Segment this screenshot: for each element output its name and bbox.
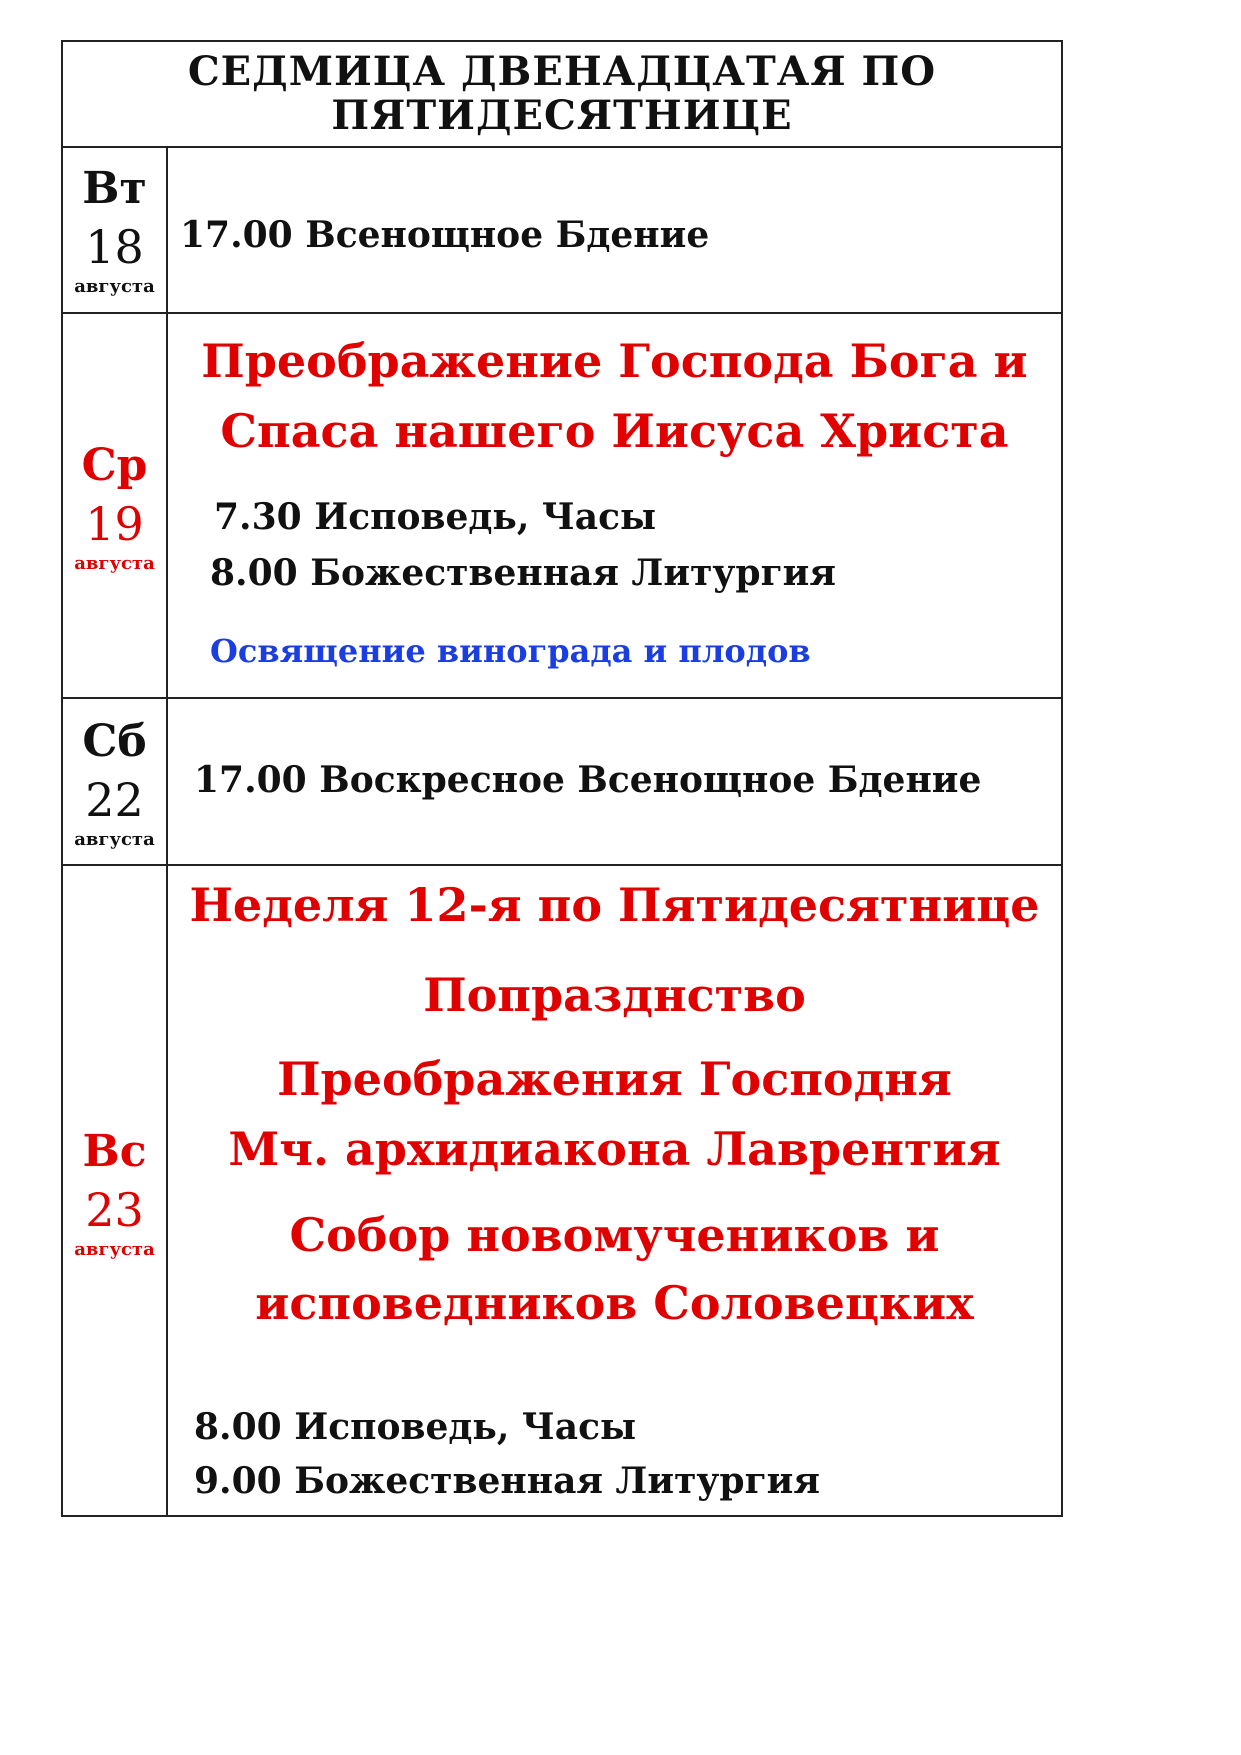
weekday: Вс [82,1125,147,1177]
services-cell [168,866,1061,1517]
feast-title-line: Собор новомучеников и [289,1208,940,1262]
service-line: 7.30 Исповедь, Часы [214,496,657,538]
services-cell [168,314,1061,697]
weekday: Вт [82,163,147,214]
service-line: 9.00 Божественная Литургия [194,1460,820,1502]
month: августа [74,552,155,574]
day-row-sunday [63,866,1061,1517]
schedule-table [61,40,1063,1517]
date-cell [63,146,168,312]
service-line: 8.00 Исповедь, Часы [194,1406,637,1448]
feast-title-line: исповедников Соловецких [255,1276,974,1330]
week-title-line-1: СЕДМИЦА ДВЕНАДЦАТАЯ ПО [187,48,937,95]
month: августа [74,276,155,297]
service-line: 17.00 Всенощное Бдение [180,214,710,256]
day-number: 18 [85,220,144,274]
month: августа [74,828,155,850]
week-title-line-2: ПЯТИДЕСЯТНИЦЕ [331,92,793,139]
feast-title-line: Спаса нашего Иисуса Христа [220,404,1009,458]
feast-title-line: Попразднство [423,968,806,1022]
feast-title-line: Мч. архидиакона Лаврентия [228,1122,1001,1176]
day-number: 19 [85,496,144,551]
date-cell [63,314,168,697]
month: августа [74,1238,155,1260]
day-number: 23 [85,1182,144,1237]
weekday: Сб [82,715,147,767]
date-cell [63,866,168,1517]
feast-title-line: Неделя 12-я по Пятидесятнице [189,878,1040,932]
services-cell [168,699,1061,864]
day-row-tuesday [63,146,1061,314]
feast-title-line: Преображения Господня [277,1052,952,1106]
day-row-saturday [63,699,1061,866]
date-cell [63,699,168,864]
feast-title-line: Преображение Господа Бога и [201,334,1028,388]
week-title [63,42,1061,148]
services-cell [168,146,1061,312]
weekday: Ср [81,439,148,491]
day-number: 22 [85,772,144,827]
service-line: 17.00 Воскресное Всенощное Бдение [194,759,982,801]
day-row-wednesday [63,314,1061,699]
blessing-note: Освящение винограда и плодов [210,632,811,670]
service-line: 8.00 Божественная Литургия [210,552,836,594]
